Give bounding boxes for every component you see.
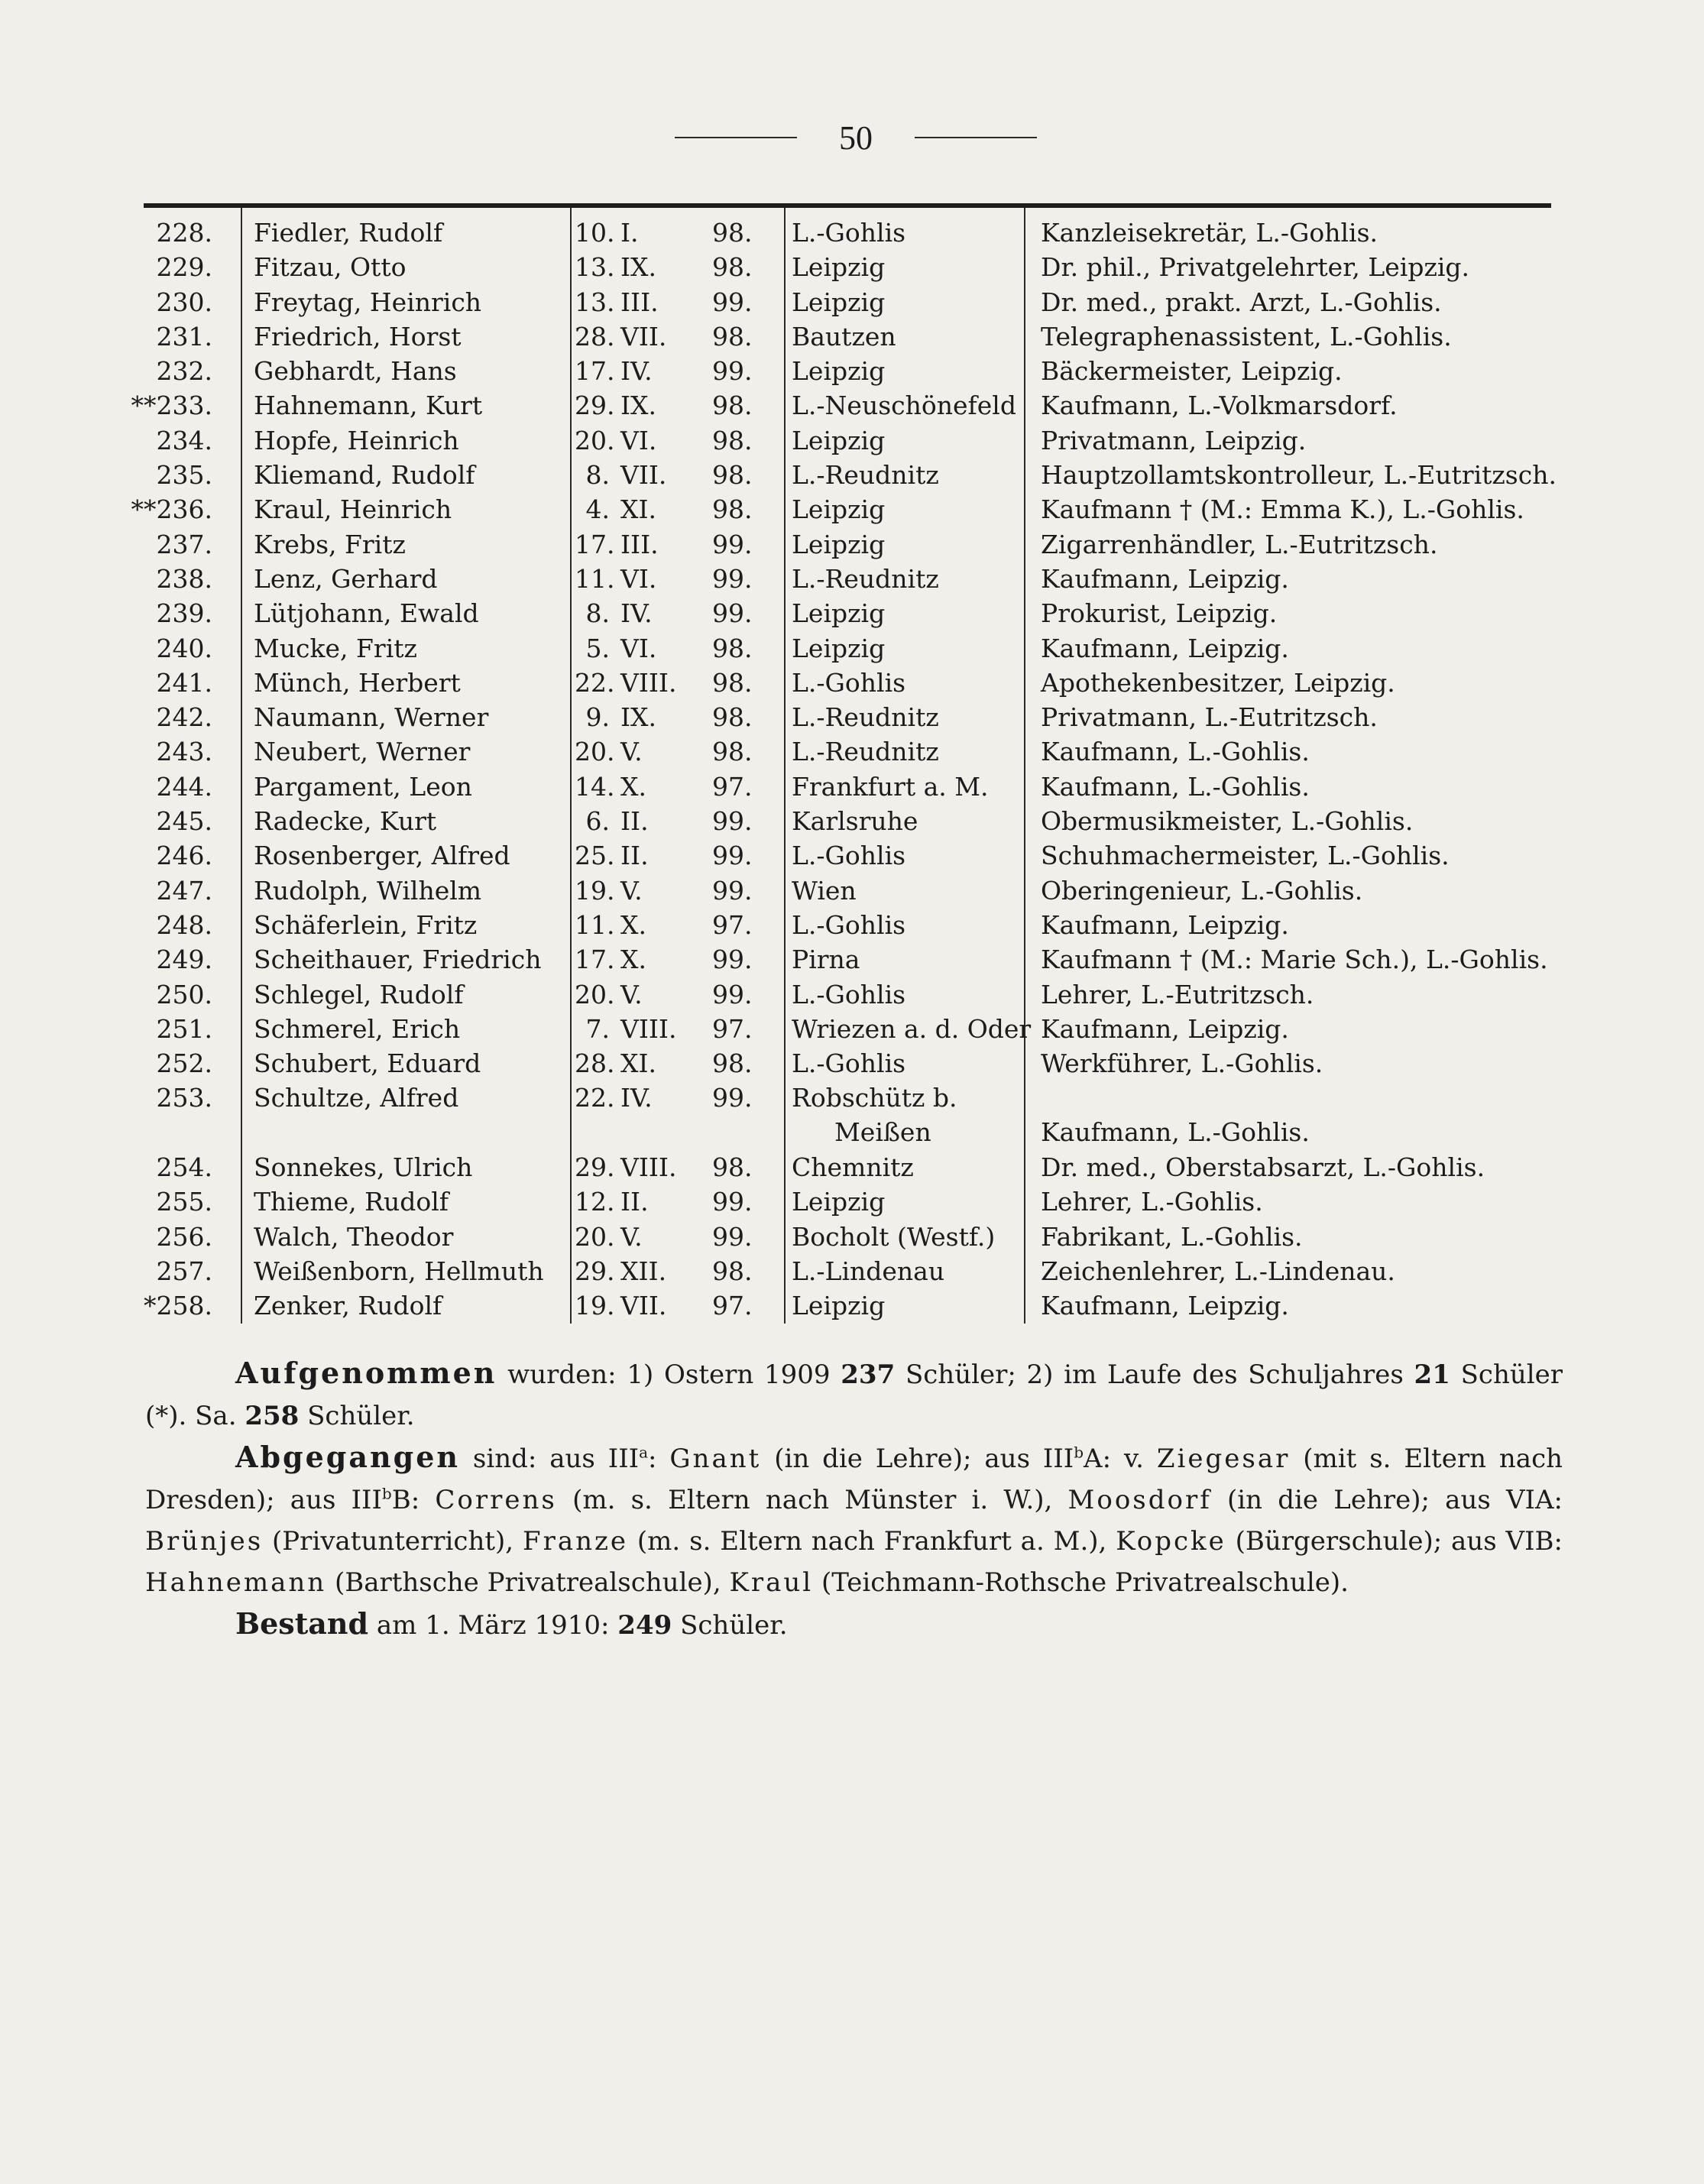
parent-occupation: Kaufmann, L.-Gohlis.: [1041, 737, 1310, 767]
birth-month: II.: [620, 1187, 649, 1217]
birth-day: 10.: [575, 218, 615, 248]
birth-place: L.-Lindenau: [792, 1256, 945, 1286]
entry-number: 247.: [156, 875, 212, 906]
birth-day: 17.: [575, 945, 615, 975]
table-row: [0, 458, 1704, 492]
parent-occupation: Dr. med., Oberstabsarzt, L.-Gohlis.: [1041, 1152, 1485, 1183]
birth-day: 7.: [585, 1013, 610, 1044]
entry-number: 245.: [156, 806, 212, 837]
birth-day: 19.: [575, 1291, 615, 1321]
table-row: [0, 1184, 1704, 1219]
table-row: [0, 354, 1704, 388]
parent-occupation: Fabrikant, L.-Gohlis.: [1041, 1221, 1303, 1252]
page-header: [665, 115, 1047, 160]
birth-day: 9.: [585, 702, 610, 733]
birth-place: Robschütz b.: [792, 1083, 957, 1113]
birth-day: 22.: [575, 667, 615, 698]
entry-number: 240.: [156, 633, 212, 663]
table-row: [0, 215, 1704, 250]
birth-year: 99.: [712, 875, 753, 906]
table-row: [0, 666, 1704, 700]
parent-occupation: Zeichenlehrer, L.-Lindenau.: [1041, 1256, 1395, 1286]
entry-number: 230.: [156, 287, 212, 317]
birth-year: 99.: [712, 1083, 753, 1113]
aufgenommen-heading: Aufgenommen: [235, 1356, 497, 1390]
text-fragment: Schüler (*). Sa.: [145, 1359, 1563, 1431]
birth-year: 99.: [712, 806, 753, 837]
parent-occupation: Lehrer, L.-Gohlis.: [1041, 1187, 1263, 1217]
entry-number: **236.: [131, 494, 212, 525]
birth-place: Leipzig: [792, 494, 886, 525]
birth-year: 98.: [712, 218, 753, 248]
student-name: Kraul, Heinrich: [254, 494, 452, 525]
student-name: Scheithauer, Friedrich: [254, 945, 542, 975]
birth-place: L.-Gohlis: [792, 1048, 906, 1079]
birth-month: III.: [620, 287, 659, 317]
text-fragment: (Privatunterricht),: [263, 1526, 523, 1557]
pupil-name: Gnant: [669, 1444, 762, 1474]
birth-year: 98.: [712, 252, 753, 283]
pupil-name: Hahnemann: [145, 1567, 327, 1598]
entry-number: 241.: [156, 667, 212, 698]
birth-place: L.-Reudnitz: [792, 563, 939, 594]
student-name: Pargament, Leon: [254, 771, 472, 802]
birth-month: I.: [620, 218, 639, 248]
pupil-name: Kopcke: [1116, 1526, 1226, 1557]
birth-month: VI.: [620, 425, 657, 455]
table-row: [0, 942, 1704, 977]
entry-number: 257.: [156, 1256, 212, 1286]
birth-month: III.: [620, 529, 659, 559]
table-row: [0, 250, 1704, 284]
student-name: Krebs, Fritz: [254, 529, 406, 559]
birth-place: L.-Gohlis: [792, 841, 906, 871]
birth-day: 17.: [575, 356, 615, 387]
entry-number: 234.: [156, 425, 212, 455]
table-row: [0, 596, 1704, 630]
parent-occupation: Oberingenieur, L.-Gohlis.: [1041, 875, 1363, 906]
table-row: [0, 492, 1704, 527]
text-fragment: B:: [391, 1485, 436, 1515]
pupil-name: Correns: [435, 1485, 557, 1515]
birth-place: Leipzig: [792, 1291, 886, 1321]
birth-place: Leipzig: [792, 1187, 886, 1217]
count-ostern: 237: [841, 1359, 896, 1390]
birth-month: X.: [620, 909, 646, 940]
birth-place: Leipzig: [792, 598, 886, 629]
birth-year: 98.: [712, 737, 753, 767]
birth-month: II.: [620, 841, 649, 871]
birth-place: Wriezen a. d. Oder: [792, 1013, 1032, 1044]
student-name: Walch, Theodor: [254, 1221, 454, 1252]
entry-number: 252.: [156, 1048, 212, 1079]
student-name: Fitzau, Otto: [254, 252, 407, 283]
pupil-name: Franze: [522, 1526, 629, 1557]
birth-day: 6.: [585, 806, 610, 837]
student-name: Hahnemann, Kurt: [254, 390, 483, 421]
entry-number: 255.: [156, 1187, 212, 1217]
birth-month: VII.: [620, 460, 667, 491]
parent-occupation: Telegraphenassistent, L.-Gohlis.: [1041, 321, 1452, 352]
parent-occupation: Apothekenbesitzer, Leipzig.: [1041, 667, 1395, 698]
birth-year: 98.: [712, 460, 753, 491]
birth-day: 28.: [575, 1048, 615, 1079]
summary-abgegangen: [145, 1437, 1563, 1603]
birth-day: 22.: [575, 1083, 615, 1113]
student-name: Münch, Herbert: [254, 667, 461, 698]
entry-number: **233.: [131, 390, 212, 421]
parent-occupation: Kaufmann † (M.: Emma K.), L.-Gohlis.: [1041, 494, 1524, 525]
birth-year: 97.: [712, 771, 753, 802]
birth-day: 20.: [575, 979, 615, 1009]
birth-month: IV.: [620, 1083, 653, 1113]
birth-place: L.-Gohlis: [792, 667, 906, 698]
text-fragment: Schüler.: [672, 1610, 788, 1641]
student-name: Schmerel, Erich: [254, 1013, 461, 1044]
birth-month: IX.: [620, 252, 657, 283]
entry-number: 254.: [156, 1152, 212, 1183]
table-row: [0, 1081, 1704, 1150]
birth-day: 5.: [585, 633, 610, 663]
page-number: 50: [839, 118, 873, 157]
text-fragment: (Barthsche Privatrealschule),: [326, 1567, 730, 1598]
birth-month: IX.: [620, 702, 657, 733]
summary-bestand: [145, 1603, 1563, 1646]
birth-month: VI.: [620, 563, 657, 594]
birth-month: VIII.: [620, 667, 677, 698]
student-name: Fiedler, Rudolf: [254, 218, 443, 248]
text-fragment: sind: aus III: [460, 1444, 640, 1474]
table-row: [0, 562, 1704, 596]
birth-year: 99.: [712, 841, 753, 871]
table-row: [0, 285, 1704, 319]
parent-occupation: Kaufmann, Leipzig.: [1041, 1013, 1289, 1044]
table-row: [0, 908, 1704, 942]
birth-place: L.-Reudnitz: [792, 737, 939, 767]
student-name: Lenz, Gerhard: [254, 563, 438, 594]
table-row: [0, 1012, 1704, 1046]
birth-day: 17.: [575, 529, 615, 559]
table-top-rule: [144, 203, 1551, 208]
parent-occupation: Privatmann, Leipzig.: [1041, 425, 1307, 455]
entry-number: 231.: [156, 321, 212, 352]
parent-occupation: Privatmann, L.-Eutritzsch.: [1041, 702, 1378, 733]
birth-year: 97.: [712, 1013, 753, 1044]
entry-number: 253.: [156, 1083, 212, 1113]
birth-year: 98.: [712, 425, 753, 455]
student-name: Schäferlein, Fritz: [254, 909, 478, 940]
text-fragment: Schüler.: [299, 1401, 415, 1431]
birth-year: 98.: [712, 702, 753, 733]
birth-month: V.: [620, 1221, 643, 1252]
birth-place: Wien: [792, 875, 857, 906]
student-name: Hopfe, Heinrich: [254, 425, 459, 455]
student-name: Weißenborn, Hellmuth: [254, 1256, 544, 1286]
student-name: Rosenberger, Alfred: [254, 841, 510, 871]
table-row: [0, 804, 1704, 838]
parent-occupation: Dr. phil., Privatgelehrter, Leipzig.: [1041, 252, 1470, 283]
birth-month: XI.: [620, 494, 657, 525]
summary-aufgenommen: [145, 1353, 1563, 1437]
parent-occupation: Prokurist, Leipzig.: [1041, 598, 1278, 629]
table-row: [0, 388, 1704, 423]
table-row: [0, 838, 1704, 873]
text-fragment: Schüler; 2) im Laufe des Schuljahres: [895, 1359, 1414, 1390]
bestand-heading: Bestand: [235, 1606, 369, 1641]
pupil-name: Kraul: [729, 1567, 814, 1598]
student-name: Kliemand, Rudolf: [254, 460, 475, 491]
entry-number: 242.: [156, 702, 212, 733]
birth-day: 29.: [575, 1152, 615, 1183]
birth-month: X.: [620, 945, 646, 975]
birth-place: L.-Reudnitz: [792, 460, 939, 491]
birth-day: 13.: [575, 287, 615, 317]
parent-occupation: Bäckermeister, Leipzig.: [1041, 356, 1343, 387]
birth-month: V.: [620, 737, 643, 767]
header-rule-right: [915, 137, 1037, 138]
text-fragment: (Teichmann-Rothsche Privatrealschule).: [813, 1567, 1349, 1598]
birth-year: 98.: [712, 321, 753, 352]
parent-occupation: Kaufmann, Leipzig.: [1041, 633, 1289, 663]
birth-year: 97.: [712, 1291, 753, 1321]
student-name: Friedrich, Horst: [254, 321, 462, 352]
birth-year: 99.: [712, 563, 753, 594]
birth-day: 19.: [575, 875, 615, 906]
student-register-table: [0, 215, 1704, 1324]
table-row: [0, 734, 1704, 769]
birth-place: L.-Gohlis: [792, 979, 906, 1009]
entry-number: 238.: [156, 563, 212, 594]
table-row: [0, 631, 1704, 666]
text-fragment: (m. s. Eltern nach Frankfurt a. M.),: [628, 1526, 1116, 1557]
pupil-name: Moosdorf: [1067, 1485, 1212, 1515]
parent-occupation: Kaufmann, Leipzig.: [1041, 1291, 1289, 1321]
birth-day: 29.: [575, 390, 615, 421]
student-name: Thieme, Rudolf: [254, 1187, 449, 1217]
entry-number: 249.: [156, 945, 212, 975]
birth-year: 97.: [712, 909, 753, 940]
entry-number: *258.: [144, 1291, 212, 1321]
birth-month: VIII.: [620, 1013, 677, 1044]
birth-month: V.: [620, 979, 643, 1009]
entry-number: 239.: [156, 598, 212, 629]
table-row: [0, 770, 1704, 804]
text-fragment: (mit s. Eltern nach Dresden); aus III: [145, 1444, 1563, 1515]
birth-day: 4.: [585, 494, 610, 525]
parent-occupation: Lehrer, L.-Eutritzsch.: [1041, 979, 1314, 1009]
student-name: Rudolph, Wilhelm: [254, 875, 482, 906]
entry-number: 251.: [156, 1013, 212, 1044]
parent-occupation: Dr. med., prakt. Arzt, L.-Gohlis.: [1041, 287, 1442, 317]
birth-place: Pirna: [792, 945, 860, 975]
parent-occupation: Kaufmann, L.-Gohlis.: [1041, 771, 1310, 802]
birth-year: 99.: [712, 598, 753, 629]
table-row: [0, 1220, 1704, 1254]
birth-year: 98.: [712, 667, 753, 698]
birth-year: 99.: [712, 945, 753, 975]
entry-number: 246.: [156, 841, 212, 871]
parent-occupation: Kaufmann, L.-Volkmarsdorf.: [1041, 390, 1398, 421]
birth-place: Leipzig: [792, 287, 886, 317]
birth-year: 98.: [712, 1256, 753, 1286]
summary-section: [145, 1353, 1563, 1646]
birth-year: 99.: [712, 979, 753, 1009]
student-name: Radecke, Kurt: [254, 806, 437, 837]
birth-place: L.-Neuschönefeld: [792, 390, 1016, 421]
birth-day: 12.: [575, 1187, 615, 1217]
abgegangen-heading: Abgegangen: [235, 1440, 460, 1474]
birth-year: 98.: [712, 1152, 753, 1183]
birth-month: XII.: [620, 1256, 667, 1286]
student-name: Freytag, Heinrich: [254, 287, 482, 317]
header-rule-left: [675, 137, 797, 138]
class-superscript: b: [1074, 1443, 1084, 1462]
birth-month: IV.: [620, 598, 653, 629]
birth-day: 13.: [575, 252, 615, 283]
text-fragment: :: [648, 1444, 670, 1474]
table-row: [0, 319, 1704, 354]
count-bestand: 249: [617, 1610, 672, 1641]
birth-place: Karlsruhe: [792, 806, 918, 837]
parent-occupation: Schuhmachermeister, L.-Gohlis.: [1041, 841, 1450, 871]
parent-occupation: Obermusikmeister, L.-Gohlis.: [1041, 806, 1414, 837]
birth-year: 98.: [712, 390, 753, 421]
birth-year: 99.: [712, 287, 753, 317]
student-name: Zenker, Rudolf: [254, 1291, 442, 1321]
birth-day: 8.: [585, 460, 610, 491]
birth-place: Leipzig: [792, 529, 886, 559]
parent-occupation: Kaufmann, L.-Gohlis.: [1041, 1117, 1310, 1148]
birth-day: 25.: [575, 841, 615, 871]
birth-year: 98.: [712, 1048, 753, 1079]
birth-year: 99.: [712, 1221, 753, 1252]
birth-place: Leipzig: [792, 356, 886, 387]
student-name: Sonnekes, Ulrich: [254, 1152, 473, 1183]
birth-year: 98.: [712, 633, 753, 663]
birth-day: 8.: [585, 598, 610, 629]
student-name: Lütjohann, Ewald: [254, 598, 479, 629]
birth-place-continued: Meißen: [834, 1117, 931, 1148]
birth-month: X.: [620, 771, 646, 802]
text-fragment: wurden: 1) Ostern 1909: [497, 1359, 841, 1390]
birth-place: L.-Reudnitz: [792, 702, 939, 733]
birth-year: 98.: [712, 494, 753, 525]
birth-month: V.: [620, 875, 643, 906]
text-fragment: A: v.: [1084, 1444, 1157, 1474]
entry-number: 250.: [156, 979, 212, 1009]
student-name: Mucke, Fritz: [254, 633, 417, 663]
birth-place: Bocholt (Westf.): [792, 1221, 996, 1252]
pupil-name: Brünjes: [145, 1526, 264, 1557]
birth-day: 20.: [575, 425, 615, 455]
text-fragment: (in die Lehre); aus III: [761, 1444, 1074, 1474]
parent-occupation: Kaufmann † (M.: Marie Sch.), L.-Gohlis.: [1041, 945, 1548, 975]
birth-month: II.: [620, 806, 649, 837]
class-superscript: b: [381, 1484, 392, 1503]
entry-number: 237.: [156, 529, 212, 559]
table-row: [0, 423, 1704, 458]
text-fragment: (Bürgerschule); aus VIB:: [1226, 1526, 1563, 1557]
text-fragment: (m. s. Eltern nach Münster i. W.),: [556, 1485, 1068, 1515]
entry-number: 228.: [156, 218, 212, 248]
table-row: [0, 527, 1704, 562]
birth-day: 14.: [575, 771, 615, 802]
birth-month: VII.: [620, 1291, 667, 1321]
student-name: Neubert, Werner: [254, 737, 471, 767]
student-name: Naumann, Werner: [254, 702, 489, 733]
entry-number: 235.: [156, 460, 212, 491]
birth-place: Leipzig: [792, 633, 886, 663]
birth-place: Frankfurt a. M.: [792, 771, 989, 802]
entry-number: 243.: [156, 737, 212, 767]
table-row: [0, 1150, 1704, 1184]
parent-occupation: Kaufmann, Leipzig.: [1041, 563, 1289, 594]
birth-month: VI.: [620, 633, 657, 663]
parent-occupation: Kaufmann, Leipzig.: [1041, 909, 1289, 940]
table-row: [0, 1254, 1704, 1288]
birth-day: 11.: [575, 563, 615, 594]
birth-place: Leipzig: [792, 425, 886, 455]
entry-number: 229.: [156, 252, 212, 283]
birth-month: IX.: [620, 390, 657, 421]
entry-number: 248.: [156, 909, 212, 940]
table-row: [0, 1046, 1704, 1081]
parent-occupation: Zigarrenhändler, L.-Eutritzsch.: [1041, 529, 1438, 559]
student-name: Schubert, Eduard: [254, 1048, 481, 1079]
parent-occupation: Hauptzollamtskontrolleur, L.-Eutritzsch.: [1041, 460, 1557, 491]
entry-number: 232.: [156, 356, 212, 387]
birth-place: L.-Gohlis: [792, 218, 906, 248]
count-schuljahr: 21: [1414, 1359, 1450, 1390]
birth-month: VIII.: [620, 1152, 677, 1183]
birth-year: 99.: [712, 1187, 753, 1217]
table-row: [0, 873, 1704, 908]
birth-place: Bautzen: [792, 321, 896, 352]
count-total: 258: [245, 1401, 300, 1431]
birth-place: Chemnitz: [792, 1152, 914, 1183]
birth-month: XI.: [620, 1048, 657, 1079]
table-row: [0, 700, 1704, 734]
birth-day: 20.: [575, 1221, 615, 1252]
birth-day: 28.: [575, 321, 615, 352]
table-row: [0, 1288, 1704, 1323]
birth-day: 29.: [575, 1256, 615, 1286]
birth-month: VII.: [620, 321, 667, 352]
birth-year: 99.: [712, 529, 753, 559]
birth-year: 99.: [712, 356, 753, 387]
pupil-name: Ziegesar: [1156, 1444, 1291, 1474]
birth-place: Leipzig: [792, 252, 886, 283]
student-name: Schultze, Alfred: [254, 1083, 459, 1113]
student-name: Gebhardt, Hans: [254, 356, 457, 387]
class-superscript: a: [639, 1443, 649, 1462]
text-fragment: (in die Lehre); aus VIA:: [1211, 1485, 1563, 1515]
birth-day: 11.: [575, 909, 615, 940]
birth-place: L.-Gohlis: [792, 909, 906, 940]
table-row: [0, 977, 1704, 1012]
parent-occupation: Werkführer, L.-Gohlis.: [1041, 1048, 1323, 1079]
birth-day: 20.: [575, 737, 615, 767]
student-name: Schlegel, Rudolf: [254, 979, 464, 1009]
text-fragment: am 1. März 1910:: [368, 1610, 618, 1641]
birth-month: IV.: [620, 356, 653, 387]
entry-number: 244.: [156, 771, 212, 802]
entry-number: 256.: [156, 1221, 212, 1252]
parent-occupation: Kanzleisekretär, L.-Gohlis.: [1041, 218, 1378, 248]
